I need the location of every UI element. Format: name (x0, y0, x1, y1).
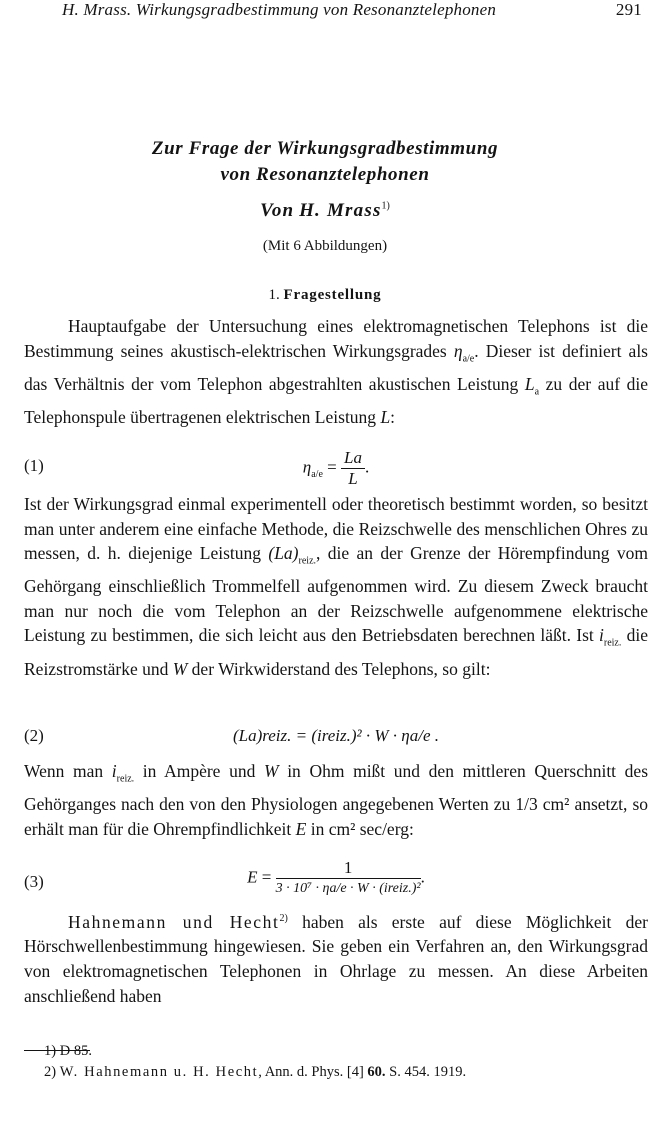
footnote-2-authors: W. Hahnemann u. H. Hecht (59, 1064, 259, 1080)
footnote-2-mark: 2) (44, 1064, 57, 1080)
p2-symbol-i: i (599, 625, 604, 646)
page-number: 291 (615, 0, 642, 19)
p2-text-1: Ist der Wirkungsgrad einmal experimentell oder theoretisch bestimmt worden, so besitzt man unter anderem eine einfache Methode, die Reizschwelle des menschlichen Ohres zu messen, d. h. diejenige Leistung (24, 494, 648, 564)
author-prefix: Von (260, 200, 295, 221)
p2-symbol-w: W (172, 658, 188, 679)
p2-symbol-la-sub: reiz. (298, 555, 317, 567)
p1-text-1: Hauptaufgabe der Untersuchung eines elektromagnetischen Telephons ist die Bestimmung seines akustisch-elektrischen Wirkungsgrades (24, 316, 648, 361)
section-number: 1. (268, 287, 280, 303)
p3-fraction: 1/3 (515, 794, 538, 815)
p4-footnote-mark: 2) (279, 913, 288, 924)
equation-1-number: (1) (24, 456, 44, 475)
footnote-2 (44, 1064, 466, 1081)
p1-symbol-eta: η (453, 340, 463, 361)
p2-symbol-i-sub: reiz. (603, 637, 622, 649)
subtitle: (Mit 6 Abbildungen) (262, 238, 388, 254)
p1-symbol-la: L (524, 373, 535, 394)
author-name: H. Mrass (299, 200, 382, 221)
p2-text-2: , die an der Grenze der Hörempfindung vom Gehörgang einschließlich Trommelfell aufgenommen wird. Zu diesem Zweck braucht man nur noch die vom Telephon an der Reizschwelle aufgenommene elektrische Leistung zu bestimmen, die sich leicht aus den Betriebsdaten berechnen läßt. Ist (24, 543, 648, 646)
p3-text-5: in cm² sec/erg: (306, 818, 414, 839)
eq2-text: (La)reiz. = (ireiz.)² · W · ηa/e . (233, 726, 439, 745)
equation-2 (24, 726, 648, 754)
p2-symbol-la: (La) (268, 543, 299, 564)
p3-symbol-w: W (263, 761, 279, 781)
p4-text-1: haben als erste auf diese Möglichkeit der Hörschwellenbestimmung hingewiesen. Sie geben ein Verfahren an, den Wirkungsgrad von elektromagnetischen Telephonen in Ohrlage zu messen. An diese Arbeiten anschließend haben (24, 911, 648, 1006)
equation-3 (24, 858, 648, 902)
equation-3-body (24, 858, 648, 899)
eq3-numerator: 1 (276, 858, 421, 879)
eq3-lhs: E (247, 867, 258, 887)
paragraph-3 (24, 759, 648, 841)
paragraph-4 (24, 907, 648, 1008)
eq3-equals: = (257, 867, 276, 887)
p1-text-2: . Dieser ist definiert als das Verhältnis der vom Telephon abgestrahlten akustischen Leistung (24, 340, 648, 394)
author-line (0, 200, 650, 222)
eq1-numerator: La (341, 448, 365, 469)
running-head-text: H. Mrass. Wirkungsgradbestimmung von Resonanztelephonen (62, 0, 497, 19)
eq1-denominator: L (348, 469, 358, 488)
eq1-equals: = (322, 457, 341, 477)
equation-1 (24, 448, 648, 488)
equation-1-body (24, 448, 648, 489)
equation-3-number: (3) (24, 872, 44, 891)
eq1-fraction (341, 448, 365, 489)
eq3-tail: . (420, 867, 425, 887)
footnote-1 (44, 1043, 92, 1060)
footnote-1-text: D 85. (59, 1043, 92, 1059)
eq3-fraction (276, 858, 421, 899)
p3-symbol-i: i (111, 761, 117, 781)
eq3-denominator: 3 · 10⁷ · ηa/e · W · (ireiz.)² (275, 881, 421, 896)
p1-text-3: zu der auf die Telephonspule übertragenen elektrischen Leistung (24, 373, 649, 427)
p1-text-4: : (390, 406, 396, 427)
p3-text-4: cm² ansetzt, so erhält man für die Ohrempfindlichkeit (24, 794, 648, 839)
eq1-lhs: η (302, 457, 312, 477)
title-line-1: Zur Frage der Wirkungsgradbestimmung (151, 138, 499, 159)
p3-symbol-e: E (295, 818, 307, 839)
author-footnote-mark: 1) (381, 200, 390, 212)
footnote-2-rest: S. 454. 1919. (385, 1064, 467, 1080)
equation-2-number: (2) (24, 726, 44, 745)
p2-text-4: der Wirkwiderstand des Telephons, so gilt: (187, 658, 491, 679)
p3-text-1: Wenn man (24, 761, 112, 781)
footnote-2-text: , Ann. d. Phys. [4] (258, 1064, 368, 1080)
p1-symbol-eta-sub: a/e (462, 353, 475, 365)
footnote-2-volume: 60. (367, 1064, 386, 1080)
title-line-2: von Resonanztelephonen (220, 164, 430, 185)
p4-names: Hahnemann und Hecht (68, 911, 280, 932)
p3-text-2: in Ampère und (134, 761, 264, 781)
eq1-lhs-sub: a/e (311, 468, 323, 480)
running-head (62, 0, 642, 20)
eq1-tail: . (364, 457, 370, 477)
section-heading (0, 287, 650, 304)
paragraph-1 (24, 314, 648, 429)
footnote-1-mark: 1) (44, 1043, 57, 1059)
p1-symbol-l: L (380, 406, 391, 427)
p1-symbol-la-sub: a (534, 386, 540, 398)
section-title: Fragestellung (283, 287, 382, 303)
paragraph-2 (24, 492, 648, 681)
equation-2-body (24, 726, 648, 746)
p3-text-3: in Ohm mißt und den mittleren Querschnitt des Gehörganges nach den von den Physiologen angegebenen Werten zu (24, 761, 649, 815)
p3-symbol-i-sub: reiz. (116, 773, 135, 785)
p2-text-3: die Reizstromstärke und (24, 625, 648, 679)
